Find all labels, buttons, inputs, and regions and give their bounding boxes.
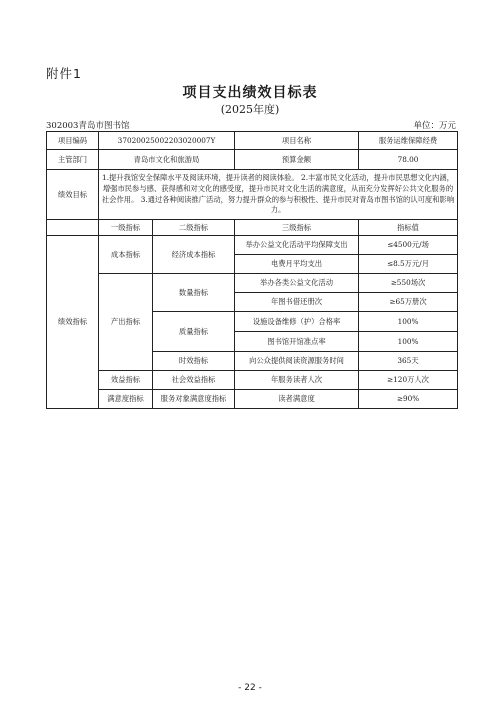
cost-indicator: 成本指标	[99, 236, 153, 274]
department-value: 青岛市文化和旅游局	[99, 150, 235, 170]
project-code-value: 37020025002203020007Y	[99, 132, 235, 150]
performance-goal-table	[46, 131, 458, 409]
document-title: 项目支出绩效目标表	[182, 85, 318, 101]
header-level3: 三级指标	[235, 220, 359, 236]
service-satisfaction-indicator: 服务对象满意度指标	[153, 390, 235, 409]
attachment-label: 附件1	[46, 66, 82, 81]
header-value: 指标值	[359, 220, 458, 236]
project-code-label: 项目编码	[47, 132, 99, 150]
indicator-value: ≤8.5万元/月	[359, 255, 458, 274]
quantity-indicator: 数量指标	[153, 274, 235, 312]
indicator-name: 向公众提供阅读资源服务时间	[235, 352, 359, 371]
indicator-value: ≤4500元/场	[359, 236, 458, 255]
indicator-name: 年图书借还册次	[235, 293, 359, 312]
indicator-name: 电费月平均支出	[235, 255, 359, 274]
satisfaction-indicator: 满意度指标	[99, 390, 153, 409]
indicator-value: 100%	[359, 332, 458, 352]
indicator-value: 365天	[359, 352, 458, 371]
indicator-name: 读者满意度	[235, 390, 359, 409]
table-row	[47, 274, 458, 293]
table-header-row	[47, 220, 458, 236]
table-row	[47, 132, 458, 150]
project-name-label: 项目名称	[235, 132, 359, 150]
budget-value: 78.00	[359, 150, 458, 170]
organization-name: 302003青岛市图书馆	[46, 121, 130, 131]
table-row	[47, 390, 458, 409]
indicators-label: 绩效指标	[47, 236, 99, 409]
project-name-value: 服务运维保障经费	[359, 132, 458, 150]
indicator-name: 举办公益文化活动平均保障支出	[235, 236, 359, 255]
indicator-value: 100%	[359, 312, 458, 332]
header-level1: 一级指标	[99, 220, 153, 236]
indicator-value: ≥90%	[359, 390, 458, 409]
indicator-value: ≥65万册次	[359, 293, 458, 312]
timeliness-indicator: 时效指标	[153, 352, 235, 371]
table-row	[47, 236, 458, 255]
table-row	[47, 150, 458, 170]
indicator-value: ≥120万人次	[359, 371, 458, 390]
indicator-value: ≥550场次	[359, 274, 458, 293]
indicator-name: 图书馆开馆准点率	[235, 332, 359, 352]
currency-unit: 单位：万元	[413, 121, 456, 131]
output-indicator: 产出指标	[99, 274, 153, 371]
indicator-name: 设施设备维修（护）合格率	[235, 312, 359, 332]
budget-label: 预算金额	[235, 150, 359, 170]
benefit-indicator: 效益指标	[99, 371, 153, 390]
social-benefit-indicator: 社会效益指标	[153, 371, 235, 390]
table-row	[47, 170, 458, 220]
page-number: - 22 -	[238, 683, 262, 693]
economic-cost-indicator: 经济成本指标	[153, 236, 235, 274]
goal-text: 1.提升我馆安全保障水平及阅读环境，提升读者的阅读体验。 2.丰富市民文化活动，提升市民思想文化内涵，增强市民参与感、获得感和对文化的感受度，提升市民对文化生活的满意度，从而充分发挥好公共文化服务的社会作用。 3.通过各种阅读推广活动，努力提升群众的参与积极性、提升市民对青岛市图书馆的认可度和影响力。	[99, 170, 458, 220]
table-row	[47, 371, 458, 390]
quality-indicator: 质量指标	[153, 312, 235, 352]
department-label: 主管部门	[47, 150, 99, 170]
goal-label: 绩效目标	[47, 170, 99, 220]
indicator-name: 举办各类公益文化活动	[235, 274, 359, 293]
header-level2: 二级指标	[153, 220, 235, 236]
document-year: (2025年度)	[220, 103, 280, 116]
indicator-name: 年服务读者人次	[235, 371, 359, 390]
header-blank-cell	[47, 220, 99, 236]
